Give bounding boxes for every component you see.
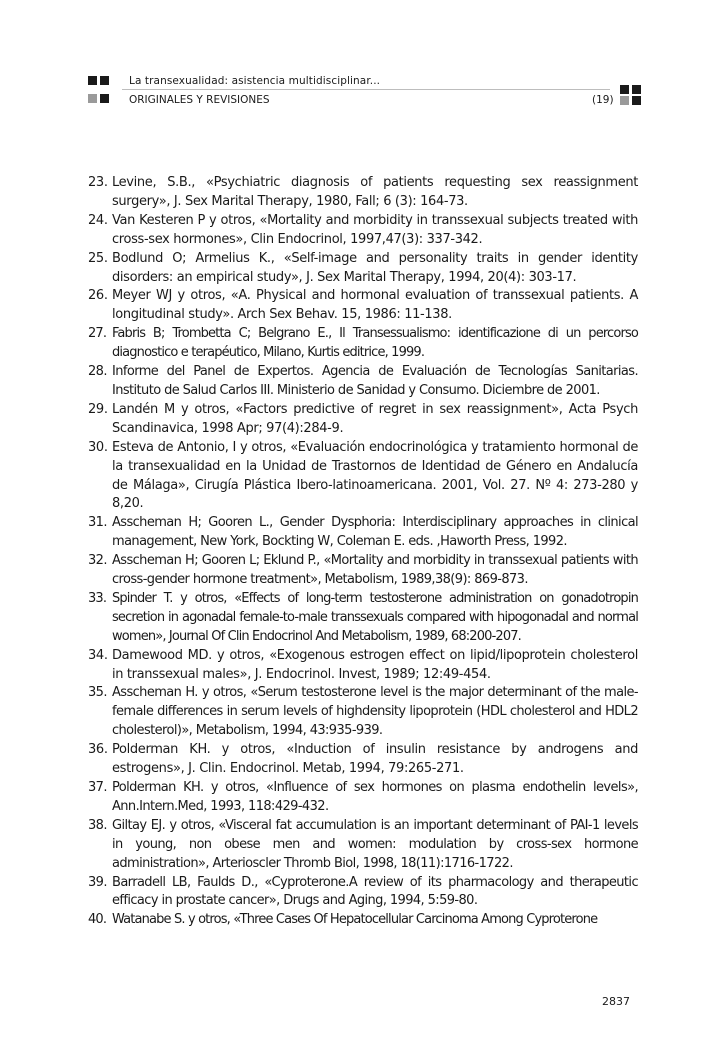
reference-number: 26.	[88, 288, 108, 304]
reference-text: Spinder T. y otros, «Effects of long-term testosterone administration on gonadotropin secretion in agonadal female-to-male transsexuals compared with hipogonadal and normal women», Journal Of Clin Endocrinol And Metabolism, 1989, 68:200-207.	[112, 590, 638, 644]
reference-item	[88, 212, 638, 250]
reference-text: Polderman KH. y otros, «Induction of insulin resistance by androgens and estrogens», J. Clin. Endocrinol. Metab, 1994, 79:265-271.	[112, 742, 638, 777]
reference-number: 31.	[88, 515, 107, 531]
reference-item	[88, 647, 638, 685]
reference-item	[88, 174, 638, 212]
reference-number: 39.	[88, 874, 107, 890]
reference-text: Esteva de Antonio, I y otros, «Evaluación endocrinológica y tratamiento hormonal de la transexualidad en la Unidad de Trastornos de Identidad de Género en Andalucía de Málaga», Cirugía Plástica Ibero-latinoamericana. 2001, Vol. 27. Nº 4: 273-280 y 8,20.	[112, 439, 638, 512]
reference-item	[88, 325, 638, 363]
reference-item	[88, 250, 638, 288]
reference-item	[88, 817, 638, 874]
reference-number: 23.	[88, 175, 108, 190]
header-rule	[122, 89, 610, 90]
reference-item	[88, 363, 638, 401]
reference-number: 30.	[88, 439, 108, 455]
reference-item	[88, 911, 638, 930]
reference-text: Bodlund O; Armelius K., «Self-image and personality traits in gender identity disorders: an empirical study», J. Sex Marital Therapy, 1994, 20(4): 303-17.	[112, 250, 638, 285]
reference-item	[88, 874, 638, 912]
reference-number: 25.	[88, 250, 108, 266]
reference-text: Landén M y otros, «Factors predictive of regret in sex reassignment», Acta Psych Scandinavica, 1998 Apr; 97(4):284-9.	[112, 401, 638, 436]
reference-item	[88, 552, 638, 590]
issue-number: (19)	[592, 94, 614, 106]
reference-item	[88, 741, 638, 779]
reference-number: 36.	[88, 742, 108, 758]
reference-item	[88, 401, 638, 439]
reference-item	[88, 684, 638, 741]
reference-text: Fabris B; Trombetta C; Belgrano E., Il Transessualismo: identificazione di un percorso diagnostico e terapéutico, Milano, Kurtis editrice, 1999.	[112, 326, 638, 361]
reference-number: 28.	[88, 364, 107, 380]
reference-number: 24.	[88, 212, 108, 228]
reference-number: 37.	[88, 780, 107, 795]
reference-item	[88, 287, 638, 325]
reference-list	[88, 174, 638, 930]
reference-text: Asscheman H. y otros, «Serum testosterone level is the major determinant of the male-female differences in serum levels of highdensity lipoprotein (HDL cholesterol and HDL2 cholesterol)», Metabolism, 1994, 43:935-939.	[112, 685, 638, 739]
reference-text: Meyer WJ y otros, «A. Physical and hormonal evaluation of transsexual patients. A longitudinal study». Arch Sex Behav. 15, 1986: 11-138.	[112, 288, 638, 323]
reference-text: Damewood MD. y otros, «Exogenous estrogen effect on lipid/lipoprotein cholesterol in transsexual males», J. Endocrinol. Invest, 1989; 12:49-454.	[112, 647, 638, 682]
reference-number: 27.	[88, 326, 107, 342]
reference-text: Watanabe S. y otros, «Three Cases Of Hepatocellular Carcinoma Among Cyproterone	[112, 912, 598, 928]
reference-text: Barradell LB, Faulds D., «Cyproterone.A review of its pharmacology and therapeutic efficacy in prostate cancer», Drugs and Aging, 1994, 5:59-80.	[112, 874, 638, 909]
reference-number: 35.	[88, 685, 107, 701]
reference-number: 33.	[88, 590, 107, 606]
reference-number: 34.	[88, 647, 108, 663]
reference-item	[88, 514, 638, 552]
section-label: ORIGINALES Y REVISIONES	[129, 94, 270, 106]
reference-text: Informe del Panel de Expertos. Agencia de Evaluación de Tecnologías Sanitarias. Instituto de Salud Carlos III. Ministerio de Sanidad y Consumo. Diciembre de 2001.	[112, 364, 638, 398]
reference-number: 32.	[88, 553, 107, 569]
reference-text: Van Kesteren P y otros, «Mortality and morbidity in transsexual subjects treated with cross-sex hormones», Clin Endocrinol, 1997,47(3): 337-342.	[112, 212, 638, 247]
reference-item	[88, 779, 638, 817]
page-number: 2837	[602, 995, 630, 1008]
reference-text: Giltay EJ. y otros, «Visceral fat accumulation is an important determinant of PAI-1 levels in young, non obese men and women: modulation by cross-sex hormone administration», Arterioscler Thromb Biol, 1998, 18(11):1716-1722.	[112, 817, 638, 871]
reference-text: Levine, S.B., «Psychiatric diagnosis of patients requesting sex reassignment surgery», J. Sex Marital Therapy, 1980, Fall; 6 (3): 164-73.	[112, 175, 638, 209]
reference-text: Asscheman H; Gooren L., Gender Dysphoria: Interdisciplinary approaches in clinical management, New York, Bockting W, Coleman E. eds. ,Haworth Press, 1992.	[112, 515, 638, 550]
reference-text: Polderman KH. y otros, «Influence of sex hormones on plasma endothelin levels», Ann.Intern.Med, 1993, 118:429-432.	[112, 780, 638, 814]
reference-number: 40.	[88, 912, 107, 928]
reference-number: 29.	[88, 401, 108, 417]
reference-item	[88, 590, 638, 647]
reference-text: Asscheman H; Gooren L; Eklund P., «Mortality and morbidity in transsexual patients with cross-gender hormone treatment», Metabolism, 1989,38(9): 869-873.	[112, 553, 638, 588]
running-title: La transexualidad: asistencia multidisciplinar...	[129, 75, 381, 87]
reference-number: 38.	[88, 817, 107, 833]
reference-item	[88, 439, 638, 515]
